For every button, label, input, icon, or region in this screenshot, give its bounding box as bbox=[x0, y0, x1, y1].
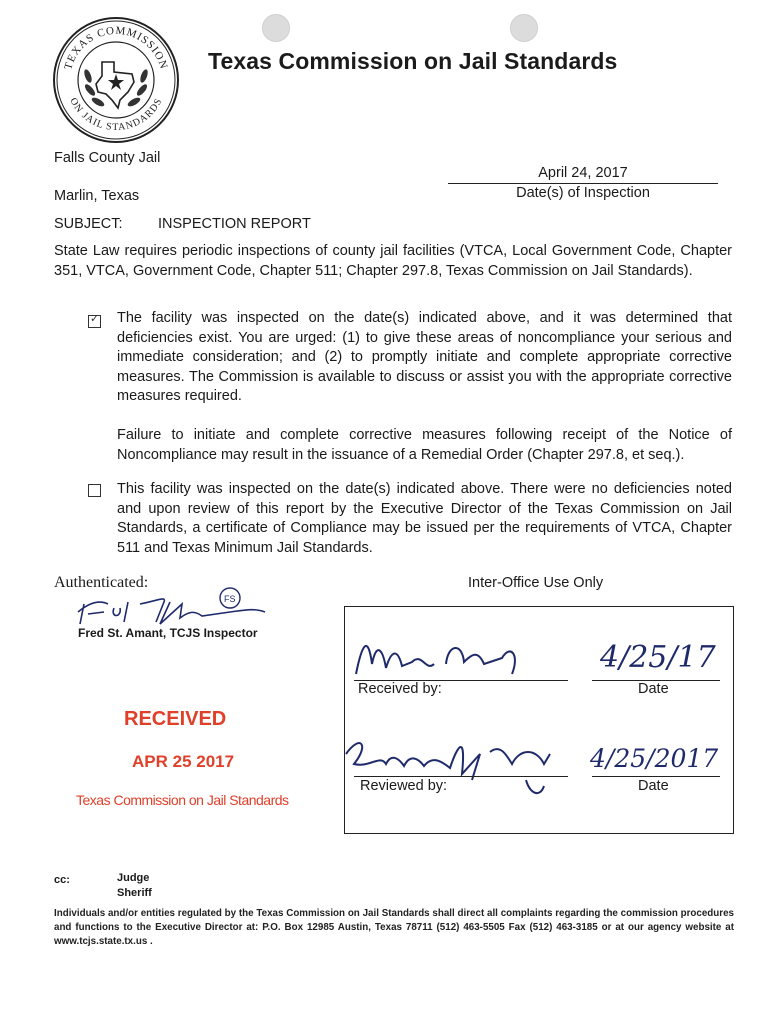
option2-checkbox[interactable] bbox=[88, 484, 101, 497]
punch-hole-right bbox=[510, 14, 538, 42]
inspector-name: Fred St. Amant, TCJS Inspector bbox=[78, 626, 258, 640]
inspection-date-block bbox=[448, 164, 718, 202]
cc-recipient-sheriff: Sheriff bbox=[117, 887, 152, 899]
subject-label: SUBJECT: bbox=[54, 216, 123, 232]
reviewed-by-line bbox=[354, 776, 568, 777]
received-stamp-title: RECEIVED bbox=[124, 708, 227, 730]
facility-name: Falls County Jail bbox=[54, 150, 161, 166]
footer-notice: Individuals and/or entities regulated by the Texas Commission on Jail Standards shall direct all complaints regarding the commission procedures and functions to the Executive Director at: P.O. Box 12985 Austin, Texas 78711 (512) 463-5505 Fax (512) 463-3185 or at our agency website at www.tcjs.state.tx.us . bbox=[54, 908, 734, 947]
reviewed-by-label: Reviewed by: bbox=[360, 778, 448, 794]
checkmark-icon: ✓ bbox=[90, 313, 100, 325]
option1-checkbox[interactable] bbox=[88, 315, 101, 328]
cc-label: cc: bbox=[54, 874, 70, 886]
page-title: Texas Commission on Jail Standards bbox=[208, 48, 618, 74]
failure-notice: Failure to initiate and complete corrective measures following receipt of the Notice of Noncompliance may result in the issuance of a Remedial Order (Chapter 297.8, et seq.). bbox=[117, 427, 732, 463]
seal-text-bottom: ON JAIL STANDARDS bbox=[67, 96, 165, 134]
reviewed-date-label: Date bbox=[638, 778, 669, 794]
reviewed-date-line bbox=[592, 776, 720, 777]
authenticated-label: Authenticated: bbox=[54, 574, 149, 591]
reviewed-date-handwritten: 4/25/2017 bbox=[590, 744, 719, 773]
commission-seal bbox=[52, 16, 180, 144]
intro-paragraph: State Law requires periodic inspections of county jail facilities (VTCA, Local Government Code, Chapter 351, VTCA, Government Code, Chapter 511; Chapter 297.8, Texas Commission on Jail Standards). bbox=[54, 243, 732, 279]
svg-text:FS: FS bbox=[224, 594, 236, 604]
inspector-signature bbox=[70, 582, 270, 632]
received-date-label: Date bbox=[638, 681, 669, 697]
facility-location: Marlin, Texas bbox=[54, 188, 140, 204]
received-date-handwritten: 4/25/17 bbox=[600, 640, 716, 675]
punch-hole-left bbox=[262, 14, 290, 42]
cc-recipient-judge: Judge bbox=[117, 872, 150, 884]
option2-text: This facility was inspected on the date(s) indicated above. There were no deficiencies noted and upon review of this report by the Executive Director of the Texas Commission on Jail Standards, a certificate of Compliance may be issued per the requirements of VTCA, Chapter 511 and Texas Minimum Jail Standards. bbox=[117, 481, 732, 556]
received-by-label: Received by: bbox=[358, 681, 442, 697]
received-stamp-org: Texas Commission on Jail Standards bbox=[76, 792, 289, 808]
option1-text: The facility was inspected on the date(s) indicated above, and it was determined that deficiencies exist. You are urged: (1) to give these areas of noncompliance your serious and immediate consideration; and (2) to promptly initiate and complete appropriate corrective measures. The Commission is available to discuss or assist you with the appropriate corrective measures required. bbox=[117, 310, 732, 404]
subject-value: INSPECTION REPORT bbox=[158, 216, 311, 232]
seal-text-top: TEXAS COMMISSION bbox=[62, 24, 170, 72]
received-stamp-date: APR 25 2017 bbox=[132, 752, 235, 771]
inspection-date: April 24, 2017 bbox=[538, 165, 628, 181]
inspection-date-label: Date(s) of Inspection bbox=[516, 185, 650, 201]
inter-office-label: Inter-Office Use Only bbox=[468, 575, 604, 591]
